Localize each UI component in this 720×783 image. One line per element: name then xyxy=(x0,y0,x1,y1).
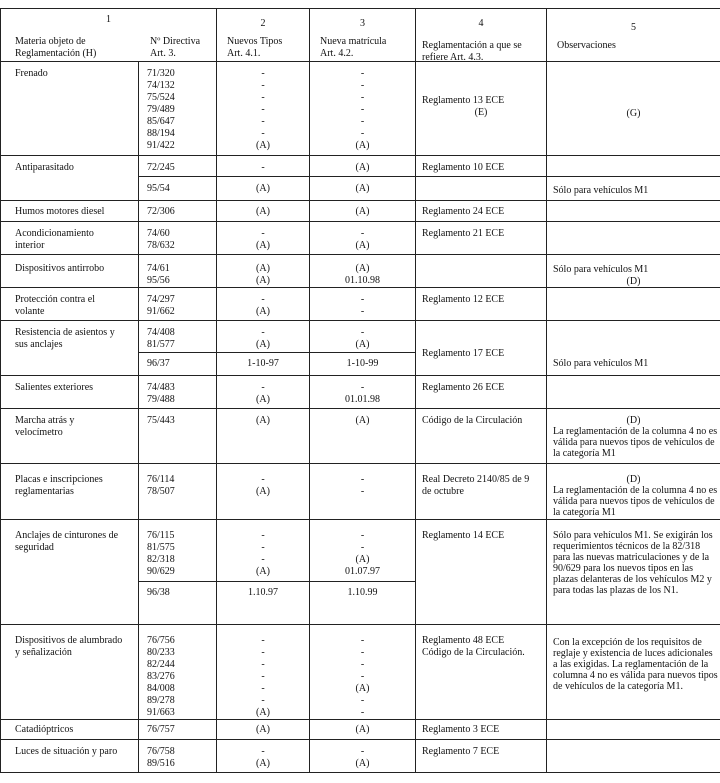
value: - xyxy=(360,474,365,485)
observacion: Sólo para vehículos M1 xyxy=(553,264,649,275)
value: (A) xyxy=(256,339,270,350)
observaciones-cell xyxy=(547,156,720,177)
directiva: 74/60 xyxy=(147,228,170,239)
directiva: 75/524 xyxy=(147,92,175,103)
regulation-table xyxy=(0,8,720,773)
col1-title-b: Reglamentación (H) xyxy=(15,48,97,59)
value: 01.07.97 xyxy=(345,566,380,577)
row-asientos xyxy=(1,321,720,353)
materia-label: Marcha atrás y xyxy=(15,415,75,426)
reglamento: Reglamento 3 ECE xyxy=(422,724,500,735)
value: (A) xyxy=(256,758,270,769)
nueva-matricula-cell xyxy=(310,201,416,222)
directiva: 84/008 xyxy=(147,683,175,694)
reglamento-cell xyxy=(416,222,547,255)
value: - xyxy=(261,659,265,670)
directiva-cell xyxy=(139,288,217,321)
header-cell-4 xyxy=(310,9,416,62)
row-catadiopticos xyxy=(1,720,720,740)
directiva: 89/278 xyxy=(147,695,175,706)
value: (A) xyxy=(355,206,370,217)
row-acondicionamiento xyxy=(1,222,720,255)
value: 01.10.98 xyxy=(345,275,380,286)
directiva: 95/56 xyxy=(147,275,170,286)
row-humos xyxy=(1,201,720,222)
value: - xyxy=(261,92,265,103)
directiva: 71/320 xyxy=(147,68,175,79)
col3-title-a: Nuevos Tipos xyxy=(227,36,283,47)
value: (A) xyxy=(256,486,270,497)
materia-cell xyxy=(1,740,139,773)
directiva-cell xyxy=(139,222,217,255)
value: 01.01.98 xyxy=(345,394,380,405)
row-volante xyxy=(1,288,720,321)
value: (A) xyxy=(256,415,270,426)
value: - xyxy=(360,294,365,305)
directiva: 91/422 xyxy=(147,140,175,151)
directiva: 88/194 xyxy=(147,128,175,139)
value: - xyxy=(360,116,365,127)
value: (A) xyxy=(355,339,370,350)
value: (A) xyxy=(256,394,270,405)
row-cinturones xyxy=(1,520,720,582)
directiva-cell xyxy=(139,201,217,222)
value: (A) xyxy=(256,263,270,274)
materia-cell xyxy=(1,520,139,625)
col4-title-a: Nueva matrícula xyxy=(320,36,387,47)
nuevos-tipos-cell xyxy=(217,625,310,720)
observaciones-cell xyxy=(547,222,720,255)
materia-label: Salientes exteriores xyxy=(15,382,94,393)
header-row xyxy=(1,9,720,62)
value: - xyxy=(261,695,265,706)
directiva-cell xyxy=(139,520,217,582)
reglamento: Reglamento 21 ECE xyxy=(422,228,505,239)
nueva-matricula-cell xyxy=(310,740,416,773)
directiva: 78/632 xyxy=(147,240,175,251)
header-cell-6 xyxy=(547,9,720,62)
observacion: Sólo para vehículos M1 xyxy=(553,358,649,369)
directiva-cell xyxy=(139,353,217,376)
materia-cell xyxy=(1,288,139,321)
row-placas xyxy=(1,464,720,520)
materia-label: seguridad xyxy=(15,542,54,553)
materia-label: Humos motores diesel xyxy=(15,206,105,217)
value: (A) xyxy=(256,275,270,286)
col3-title-b: Art. 4.1. xyxy=(227,48,261,59)
observaciones-cell xyxy=(547,177,720,201)
materia-cell xyxy=(1,720,139,740)
value: - xyxy=(360,671,365,682)
materia-label: sus anclajes xyxy=(15,339,63,350)
directiva: 82/318 xyxy=(147,554,175,565)
directiva: 91/663 xyxy=(147,707,175,718)
nuevos-tipos-cell xyxy=(217,740,310,773)
materia-cell xyxy=(1,464,139,520)
nueva-matricula-cell xyxy=(310,464,416,520)
reglamento-cell xyxy=(416,62,547,156)
directiva-cell xyxy=(139,321,217,353)
value: (A) xyxy=(355,263,370,274)
value: - xyxy=(261,647,265,658)
value: (A) xyxy=(256,306,270,317)
observacion: (D) xyxy=(626,474,641,485)
nuevos-tipos-cell xyxy=(217,720,310,740)
value: - xyxy=(360,647,365,658)
directiva-cell xyxy=(139,464,217,520)
col4-number: 4 xyxy=(478,18,484,29)
nueva-matricula-cell xyxy=(310,62,416,156)
value: - xyxy=(360,486,365,497)
value: - xyxy=(261,683,265,694)
materia-label: Catadióptricos xyxy=(15,724,74,735)
observaciones-cell xyxy=(547,409,720,464)
nuevos-tipos-cell xyxy=(217,321,310,353)
value: (A) xyxy=(355,724,370,735)
row-alumbrado xyxy=(1,625,720,720)
nueva-matricula-cell xyxy=(310,156,416,177)
materia-cell xyxy=(1,222,139,255)
value: (A) xyxy=(256,566,270,577)
nueva-matricula-cell xyxy=(310,582,416,625)
value: (A) xyxy=(355,683,370,694)
nuevos-tipos-cell xyxy=(217,255,310,288)
value: - xyxy=(360,659,365,670)
value: (A) xyxy=(256,707,270,718)
nuevos-tipos-cell xyxy=(217,409,310,464)
reglamento: Código de la Circulación xyxy=(422,415,523,426)
directiva: 78/507 xyxy=(147,486,175,497)
value: - xyxy=(360,382,365,393)
directiva: 74/61 xyxy=(147,263,170,274)
observacion: Con la excepción de los requisitos de reglaje y existencia de luces adicionales a las exigidas. La reglamentación de la columna 4 no es válida para nuevos tipos de vehículos de la categoría M1. xyxy=(553,637,718,692)
directiva-cell xyxy=(139,582,217,625)
nuevos-tipos-cell xyxy=(217,222,310,255)
nuevos-tipos-cell xyxy=(217,156,310,177)
col3-number: 3 xyxy=(360,18,365,29)
value: - xyxy=(360,542,365,553)
value: - xyxy=(261,382,265,393)
observaciones-cell xyxy=(547,62,720,156)
reglamento-cell xyxy=(416,201,547,222)
value: (A) xyxy=(256,206,270,217)
observaciones-cell xyxy=(547,376,720,409)
directiva: 72/306 xyxy=(147,206,175,217)
value: (A) xyxy=(355,415,370,426)
directiva-cell xyxy=(139,62,217,156)
col5-title-a: Reglamentación a que se xyxy=(422,40,522,51)
nueva-matricula-cell xyxy=(310,409,416,464)
reglamento-cell xyxy=(416,177,547,201)
nuevos-tipos-cell xyxy=(217,376,310,409)
reglamento-cell xyxy=(416,409,547,464)
reglamento-cell xyxy=(416,464,547,520)
nueva-matricula-cell xyxy=(310,720,416,740)
nueva-matricula-cell xyxy=(310,222,416,255)
value: - xyxy=(261,228,265,239)
value: (A) xyxy=(355,140,370,151)
materia-label: Anclajes de cinturones de xyxy=(15,530,119,541)
directiva: 85/647 xyxy=(147,116,175,127)
materia-cell xyxy=(1,255,139,288)
value: - xyxy=(360,92,365,103)
value: - xyxy=(261,635,265,646)
nuevos-tipos-cell xyxy=(217,201,310,222)
nueva-matricula-cell xyxy=(310,353,416,376)
row-frenado xyxy=(1,62,720,156)
directiva: 74/483 xyxy=(147,382,175,393)
observaciones-cell xyxy=(547,288,720,321)
value: - xyxy=(261,542,265,553)
header-cell-1-2 xyxy=(1,9,217,62)
value: - xyxy=(261,746,265,757)
materia-label: Frenado xyxy=(15,68,48,79)
col6-title: Observaciones xyxy=(557,40,616,51)
directiva: 74/408 xyxy=(147,327,175,338)
observacion: Sólo para vehículos M1. Se exigirán los requerimientos técnicos de la 82/318 para las nuevas matriculaciones y de la 90/629 para los nuevos tipos en las plazas delanteras de los vehículos M2 y para todas las plazas de los N1. xyxy=(553,530,713,596)
reglamento: de octubre xyxy=(422,486,464,497)
directiva: 76/115 xyxy=(147,530,175,541)
row-antirrobo xyxy=(1,255,720,288)
value: (A) xyxy=(355,183,370,195)
directiva: 81/577 xyxy=(147,339,175,350)
row-salientes xyxy=(1,376,720,409)
value: - xyxy=(360,707,365,718)
nueva-matricula-cell xyxy=(310,255,416,288)
materia-label: Resistencia de asientos y xyxy=(15,327,115,338)
value: - xyxy=(360,128,365,139)
nuevos-tipos-cell xyxy=(217,464,310,520)
observacion: (G) xyxy=(626,108,641,119)
materia-label: Placas e inscripciones xyxy=(15,474,103,485)
value: 1.10.97 xyxy=(248,587,278,598)
directiva-cell xyxy=(139,376,217,409)
nueva-matricula-cell xyxy=(310,321,416,353)
nuevos-tipos-cell xyxy=(217,177,310,201)
directiva: 75/443 xyxy=(147,415,175,426)
value: - xyxy=(261,294,265,305)
materia-label: Luces de situación y paro xyxy=(15,746,118,757)
value: - xyxy=(261,116,265,127)
directiva: 81/575 xyxy=(147,542,175,553)
value: - xyxy=(261,162,265,173)
col5-title-b: refiere Art. 4.3. xyxy=(422,52,484,63)
nuevos-tipos-cell xyxy=(217,288,310,321)
directiva: 80/233 xyxy=(147,647,175,658)
observacion: La reglamentación de la columna 4 no es válida para nuevos tipos de vehículos de la categoría M1 xyxy=(553,426,718,459)
directiva: 96/38 xyxy=(147,587,170,598)
directiva: 89/516 xyxy=(147,758,175,769)
directiva: 79/488 xyxy=(147,394,175,405)
value: - xyxy=(360,635,365,646)
col5-number: 5 xyxy=(631,22,636,33)
observaciones-cell xyxy=(547,255,720,288)
value: (A) xyxy=(256,183,270,195)
directiva: 72/245 xyxy=(147,162,175,173)
directiva-cell xyxy=(139,409,217,464)
materia-label: Acondicionamiento xyxy=(15,228,94,239)
materia-cell xyxy=(1,376,139,409)
directiva: 82/244 xyxy=(147,659,175,670)
value: - xyxy=(360,68,365,79)
materia-cell xyxy=(1,156,139,201)
value: - xyxy=(261,128,265,139)
nuevos-tipos-cell xyxy=(217,582,310,625)
materia-label: volante xyxy=(15,306,45,317)
directiva: 83/276 xyxy=(147,671,175,682)
observaciones-cell xyxy=(547,520,720,625)
nuevos-tipos-cell xyxy=(217,353,310,376)
value: - xyxy=(360,695,365,706)
value: 1-10-99 xyxy=(346,358,379,369)
row-marcha xyxy=(1,409,720,464)
value: (A) xyxy=(355,162,370,173)
reglamento-cell xyxy=(416,740,547,773)
observaciones-cell xyxy=(547,625,720,720)
row-luces xyxy=(1,740,720,773)
nueva-matricula-cell xyxy=(310,625,416,720)
reglamento: Real Decreto 2140/85 de 9 xyxy=(422,474,530,485)
nuevos-tipos-cell xyxy=(217,62,310,156)
directiva: 76/114 xyxy=(147,474,175,485)
directiva: 76/758 xyxy=(147,746,175,757)
observacion: (D) xyxy=(626,415,641,426)
value: (A) xyxy=(256,140,270,151)
value: (A) xyxy=(355,758,370,769)
reglamento: Código de la Circulación. xyxy=(422,647,525,658)
materia-label: Dispositivos antirrobo xyxy=(15,263,105,274)
value: 1.10.99 xyxy=(347,587,378,598)
materia-cell xyxy=(1,62,139,156)
col1-title-a: Materia objeto de xyxy=(15,36,86,47)
materia-label: Dispositivos de alumbrado xyxy=(15,635,123,646)
nueva-matricula-cell xyxy=(310,288,416,321)
reglamento: Reglamento 10 ECE xyxy=(422,162,505,173)
materia-label: reglamentarias xyxy=(15,486,74,497)
directiva-cell xyxy=(139,625,217,720)
value: - xyxy=(360,530,365,541)
header-cell-3 xyxy=(217,9,310,62)
reglamento: Reglamento 26 ECE xyxy=(422,382,505,393)
materia-label: Antiparasitado xyxy=(15,162,74,173)
observaciones-cell xyxy=(547,201,720,222)
directiva: 95/54 xyxy=(147,183,170,195)
reglamento: Reglamento 48 ECE xyxy=(422,635,505,646)
reglamento-cell xyxy=(416,321,547,376)
materia-cell xyxy=(1,321,139,376)
reglamento: Reglamento 12 ECE xyxy=(422,294,505,305)
value: - xyxy=(261,530,265,541)
directiva: 76/757 xyxy=(147,724,175,735)
value: - xyxy=(261,671,265,682)
value: - xyxy=(261,80,265,91)
reglamento: Reglamento 17 ECE xyxy=(422,348,505,359)
reglamento-cell xyxy=(416,720,547,740)
observacion: (D) xyxy=(626,276,641,287)
reglamento-note: (E) xyxy=(474,107,488,118)
nueva-matricula-cell xyxy=(310,520,416,582)
value: - xyxy=(261,68,265,79)
value: (A) xyxy=(355,240,370,251)
header-cell-5 xyxy=(416,9,547,62)
observaciones-cell xyxy=(547,720,720,740)
reglamento-cell xyxy=(416,288,547,321)
reglamento-cell xyxy=(416,156,547,177)
directiva-cell xyxy=(139,720,217,740)
value: - xyxy=(360,306,365,317)
directiva: 96/37 xyxy=(147,358,170,369)
reglamento-cell xyxy=(416,376,547,409)
value: - xyxy=(261,104,265,115)
reglamento-cell xyxy=(416,625,547,720)
directiva-cell xyxy=(139,177,217,201)
materia-cell xyxy=(1,201,139,222)
directiva: 79/489 xyxy=(147,104,175,115)
nueva-matricula-cell xyxy=(310,177,416,201)
value: (A) xyxy=(256,240,270,251)
materia-cell xyxy=(1,625,139,720)
materia-label: interior xyxy=(15,240,45,251)
nueva-matricula-cell xyxy=(310,376,416,409)
directiva: 76/756 xyxy=(147,635,175,646)
directiva: 90/629 xyxy=(147,566,175,577)
materia-cell xyxy=(1,409,139,464)
materia-label: y señalización xyxy=(15,647,72,658)
value: (A) xyxy=(256,724,270,735)
value: - xyxy=(360,327,365,338)
row-antiparasitado xyxy=(1,156,720,177)
value: - xyxy=(360,104,365,115)
observacion: La reglamentación de la columna 4 no es válida para nuevos tipos de vehículos de la categoría M1 xyxy=(553,485,718,518)
reglamento: Reglamento 24 ECE xyxy=(422,206,505,217)
value: (A) xyxy=(355,554,370,565)
value: - xyxy=(261,327,265,338)
materia-label: Protección contra el xyxy=(15,294,95,305)
nuevos-tipos-cell xyxy=(217,520,310,582)
value: - xyxy=(360,228,365,239)
directiva-cell xyxy=(139,255,217,288)
reglamento: Reglamento 14 ECE xyxy=(422,530,505,541)
col2-title-a: Nº Directiva xyxy=(150,36,201,47)
col2-title-b: Art. 3. xyxy=(150,48,176,59)
col2-number: 2 xyxy=(260,18,266,29)
observaciones-cell xyxy=(547,740,720,773)
value: - xyxy=(261,554,265,565)
directiva: 74/132 xyxy=(147,80,175,91)
value: - xyxy=(360,746,365,757)
directiva-cell xyxy=(139,156,217,177)
materia-label: velocímetro xyxy=(15,427,63,438)
directiva-cell xyxy=(139,740,217,773)
value: - xyxy=(360,80,365,91)
directiva: 74/297 xyxy=(147,294,175,305)
reglamento-cell xyxy=(416,520,547,625)
col1-number: 1 xyxy=(106,14,111,25)
value: 1-10-97 xyxy=(247,358,279,369)
observacion: Sólo para vehículos M1 xyxy=(553,185,649,197)
observaciones-cell xyxy=(547,321,720,376)
reglamento: Reglamento 13 ECE xyxy=(422,95,505,106)
reglamento-cell xyxy=(416,255,547,288)
observaciones-cell xyxy=(547,464,720,520)
reglamento: Reglamento 7 ECE xyxy=(422,746,500,757)
directiva: 91/662 xyxy=(147,306,175,317)
col4-title-b: Art. 4.2. xyxy=(320,48,354,59)
value: - xyxy=(261,474,265,485)
